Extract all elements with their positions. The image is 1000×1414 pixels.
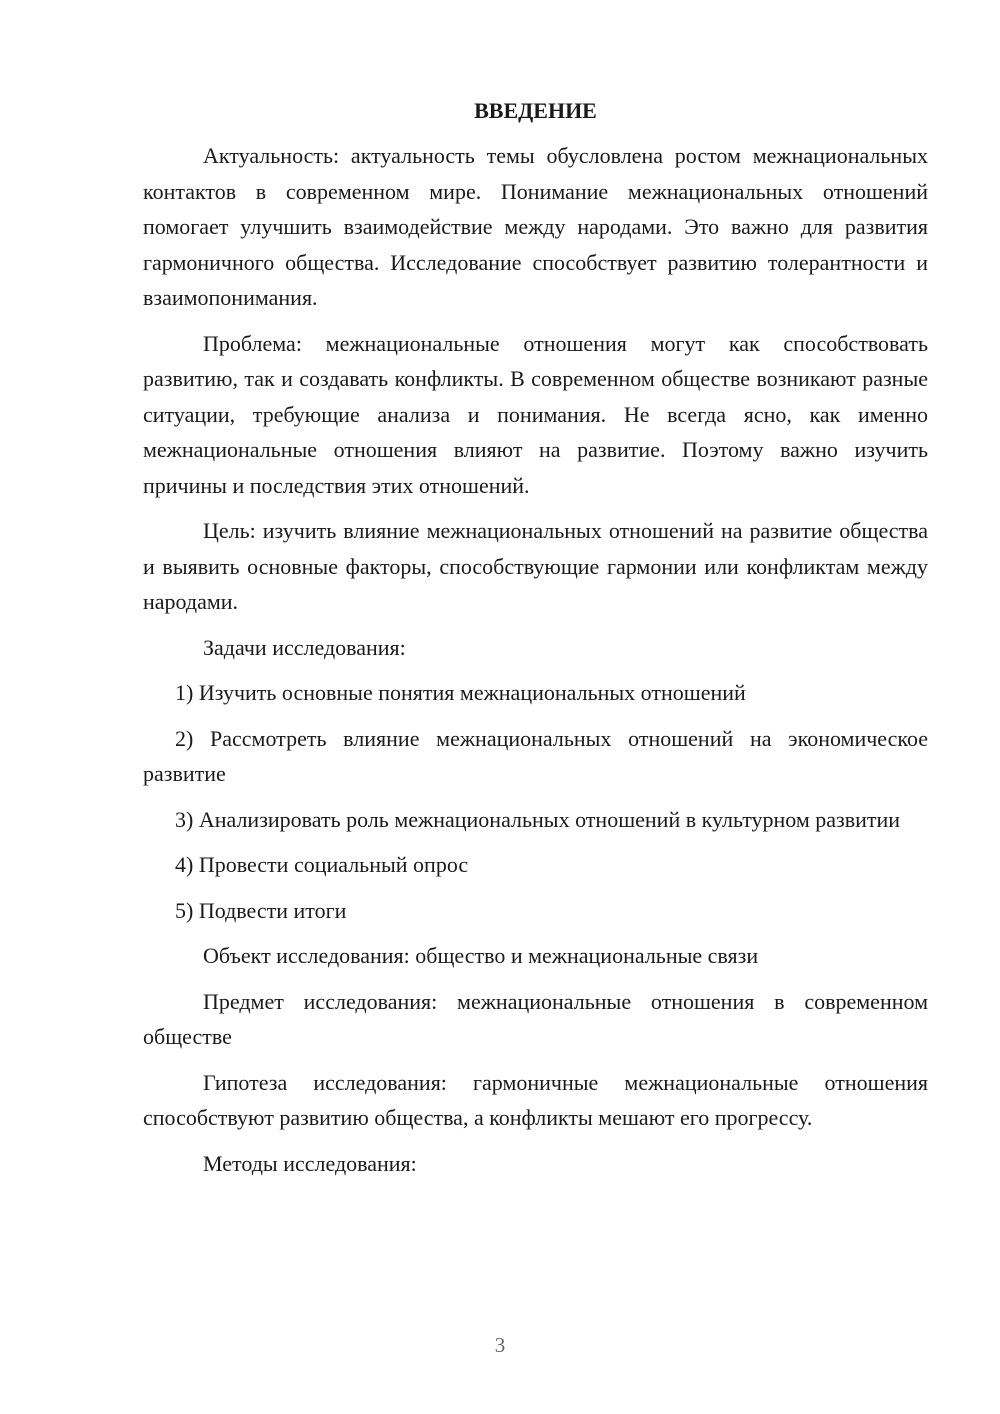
subject-paragraph: Предмет исследования: межнациональные отношения в современном обществе xyxy=(143,988,928,1049)
list-item: 2) Рассмотреть влияние межнациональных отношений на экономическое развитие xyxy=(143,725,928,786)
hypothesis-paragraph: Гипотеза исследования: гармоничные межнациональные отношения способствуют развитию общества, а конфликты мешают его прогрессу. xyxy=(143,1069,928,1130)
list-item: 4) Провести социальный опрос xyxy=(175,852,469,877)
list-item: 1) Изучить основные понятия межнациональных отношений xyxy=(175,680,746,705)
problem-paragraph: Проблема: межнациональные отношения могут как способствовать развитию, так и создавать конфликты. В современном обществе возникают разные ситуации, требующие анализа и понимания. Не всегда ясно, как именно межнациональные отношения влияют на развитие. Поэтому важно изучить причины и последствия этих отношений. xyxy=(143,330,928,498)
list-item: 3) Анализировать роль межнациональных отношений в культурном развитии xyxy=(175,806,901,832)
methods-heading: Методы исследования: xyxy=(203,1150,417,1176)
relevance-paragraph: Актуальность: актуальность темы обусловлена ростом межнациональных контактов в современном мире. Понимание межнациональных отношений помогает улучшить взаимодействие между народами. Это важно для развития гармоничного общества. Исследование способствует развитию толерантности и взаимопонимания. xyxy=(143,143,928,310)
goal-paragraph: Цель: изучить влияние межнациональных отношений на развитие общества и выявить основные факторы, способствующие гармонии или конфликтам между народами. xyxy=(143,518,928,614)
list-item: 5) Подвести итоги xyxy=(175,897,347,923)
object-paragraph: Объект исследования: общество и межнациональные связи xyxy=(203,943,759,968)
page-number: 3 xyxy=(494,1333,506,1357)
document-page xyxy=(143,96,928,1191)
page-title: ВВЕДЕНИЕ xyxy=(474,98,597,123)
tasks-heading: Задачи исследования: xyxy=(203,634,406,660)
